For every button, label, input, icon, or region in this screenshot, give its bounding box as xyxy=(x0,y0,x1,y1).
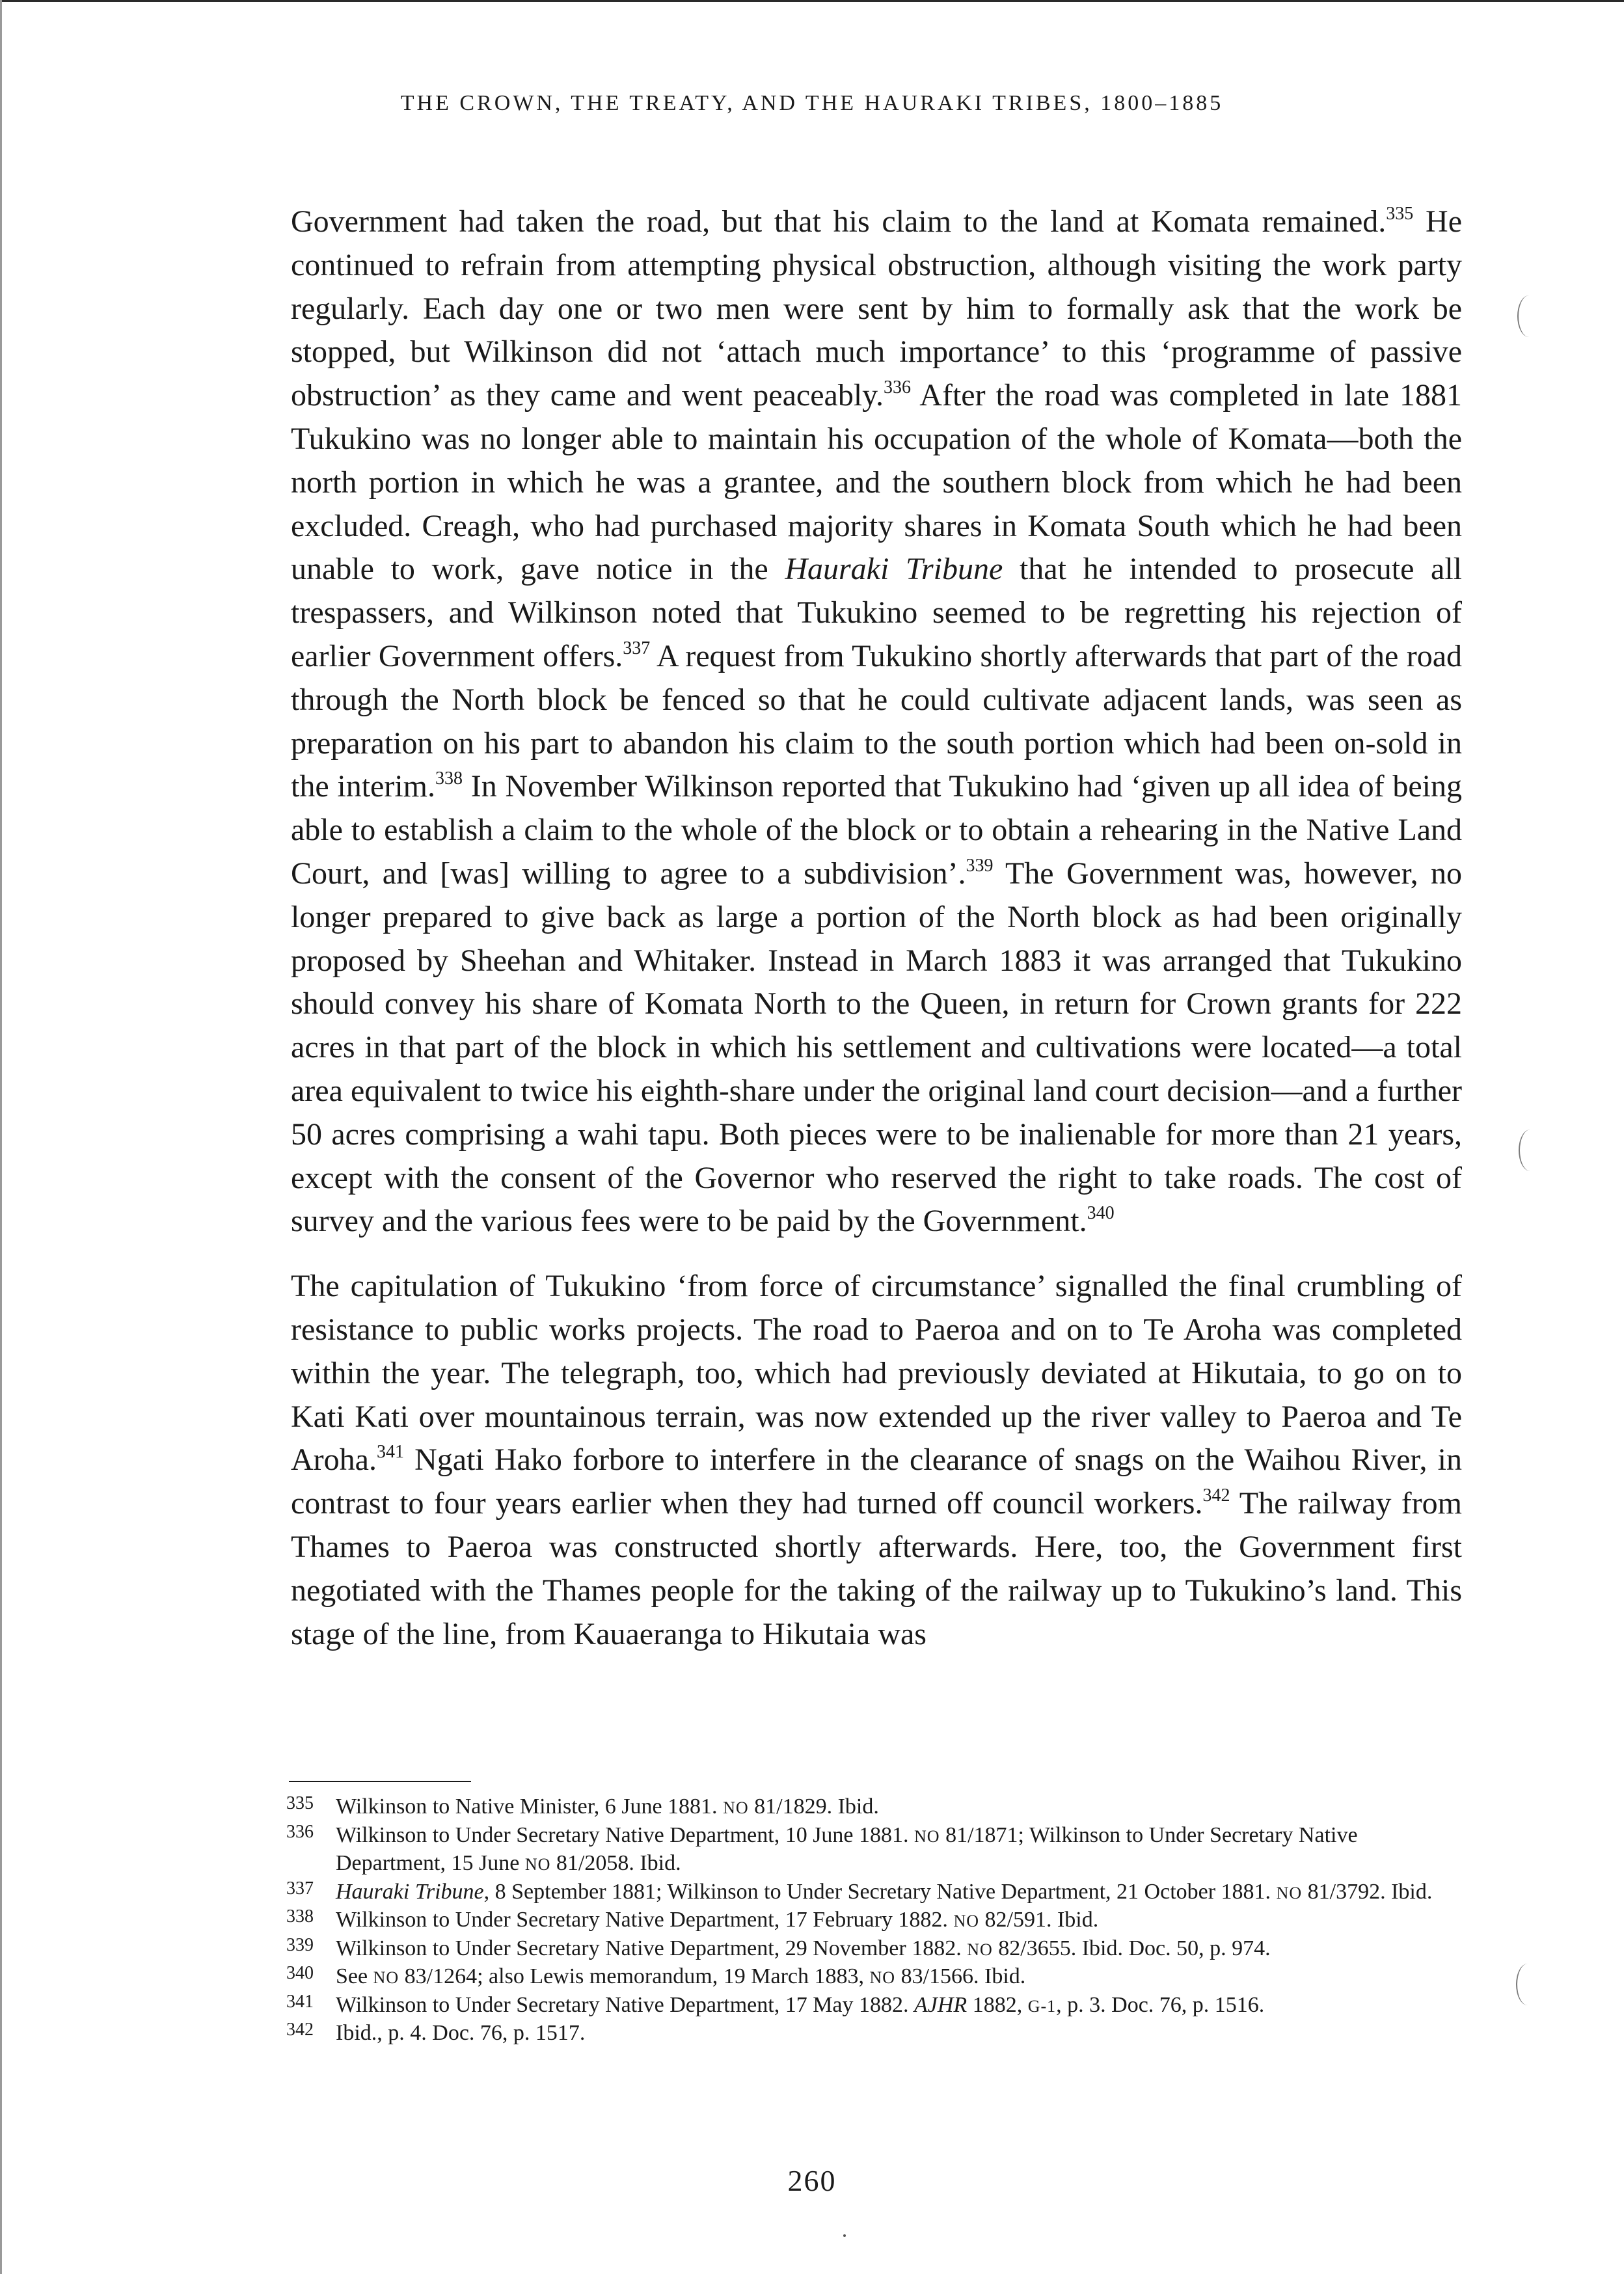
italic-text: AJHR xyxy=(914,1992,968,2017)
small-caps-text: NO xyxy=(953,1912,979,1930)
text-run: In November Wilkinson reported that Tukukino had ‘given up all idea of being able to establish a claim to the whole of the block or to obtain a rehearing in the Native Land Court, and [was] willing to agree to a subdivision’. xyxy=(291,769,1463,891)
footnote-reference: 336 xyxy=(884,377,912,398)
text-run: 82/591. Ibid. xyxy=(979,1908,1099,1932)
text-run: Wilkinson to Under Secretary Native Department, 17 February 1882. xyxy=(336,1908,954,1932)
footnote-reference: 341 xyxy=(376,1442,404,1463)
text-run: 1882, xyxy=(967,1992,1028,2017)
text-run: that he intended to prosecute all trespassers, and Wilkinson noted that Tukukino seemed to be regretting his rejection of earlier Government offers. xyxy=(291,552,1462,673)
small-caps-text: NO xyxy=(723,1798,749,1817)
paragraph xyxy=(291,1265,1462,1656)
footnote-reference: 338 xyxy=(435,768,463,789)
text-run: 81/3792. Ibid. xyxy=(1302,1879,1433,1904)
italic-text: Hauraki Tribune xyxy=(785,552,1003,587)
small-caps-text: G-1 xyxy=(1027,1996,1057,2016)
text-run: The railway from Thames to Paeroa was constructed shortly afterwards. Here, too, the Government first negotiated with the Thames people for the taking of the railway up to Tukukino’s land. This stage of the line, from Kauaeranga to Hikutaia was xyxy=(291,1486,1462,1651)
small-caps-text: NO xyxy=(869,1968,896,1987)
footnote xyxy=(286,1793,1464,1822)
footnote-reference: 342 xyxy=(1202,1485,1230,1506)
scan-speck xyxy=(843,2234,846,2237)
footnote-rule xyxy=(289,1781,471,1782)
footnote-reference: 340 xyxy=(1087,1203,1115,1224)
footnote xyxy=(286,2020,1464,2047)
footnote-number: 335 xyxy=(286,1793,314,1813)
text-run: The Government was, however, no longer prepared to give back as large a portion of the North block as had been originally proposed by Sheehan and Whitaker. Instead in March 1883 it was arranged that Tukukino should convey his share of Komata North to the Queen, in return for Crown grants for 222 acres in that part of the block in which his settlement and cultivations were located—a total area equivalent to twice his eighth-share under the original land court decision—and a further 50 acres comprising a wahi tapu. Both pieces were to be inalienable for more than 21 years, except with the consent of the Governor who reserved the right to take roads. The cost of survey and the various fees were to be paid by the Government. xyxy=(291,856,1462,1239)
running-head: THE CROWN, THE TREATY, AND THE HAURAKI TRIBES, 1800–1885 xyxy=(400,91,1224,115)
footnote xyxy=(286,1878,1464,1907)
text-run: Wilkinson to Under Secretary Native Department, 29 November 1882. xyxy=(336,1936,968,1960)
text-run: , 8 September 1881; Wilkinson to Under Secretary Native Department, 21 October 1881. xyxy=(483,1879,1277,1904)
footnote-number: 337 xyxy=(286,1878,314,1899)
text-run: See xyxy=(336,1964,373,1988)
text-run: Wilkinson to Under Secretary Native Department, 10 June 1881. xyxy=(336,1822,915,1847)
text-run: 83/1264; also Lewis memorandum, 19 March 1883, xyxy=(399,1964,870,1988)
margin-bracket-mark xyxy=(1517,295,1541,337)
body-text xyxy=(291,200,1462,1656)
footnote xyxy=(286,1822,1464,1878)
text-run: After the road was completed in late 1881 Tukukino was no longer able to maintain his occupation of the whole of Komata—both the north portion in which he was a grantee, and the southern block from which he had been excluded. Creagh, who had purchased majority shares in Komata South which he had been unable to work, gave notice in the xyxy=(291,378,1463,587)
scan-edge-top xyxy=(0,0,1624,2)
margin-bracket-mark xyxy=(1519,1130,1542,1171)
footnote xyxy=(286,1935,1464,1964)
small-caps-text: NO xyxy=(373,1968,399,1987)
page-number: 260 xyxy=(787,2164,837,2197)
text-run: He continued to refrain from attempting physical obstruction, although visiting the work party regularly. Each day one or two men were sent by him to formally ask that the work be stopped, but Wilkinson did not ‘attach much importance’ to this ‘programme of passive obstruction’ as they came and went peaceably. xyxy=(291,204,1463,413)
footnote-number: 338 xyxy=(286,1906,314,1927)
footnote-number: 340 xyxy=(286,1963,314,1983)
text-run: Ngati Hako forbore to interfere in the clearance of snags on the Waihou River, in contrast to four years earlier when they had turned off council workers. xyxy=(291,1442,1462,1521)
text-run: Ibid., p. 4. Doc. 76, p. 1517. xyxy=(336,2021,586,2045)
text-run: 81/1829. Ibid. xyxy=(748,1794,879,1819)
paragraph xyxy=(291,200,1462,1243)
footnote-reference: 337 xyxy=(623,638,651,658)
text-run: Wilkinson to Under Secretary Native Department, 17 May 1882. xyxy=(336,1992,915,2017)
text-run: 81/2058. Ibid. xyxy=(550,1851,681,1875)
text-run: , p. 3. Doc. 76, p. 1516. xyxy=(1056,1992,1265,2017)
footnote-number: 341 xyxy=(286,1991,314,2012)
footnotes xyxy=(286,1793,1464,2047)
text-run: A request from Tukukino shortly afterwards that part of the road through the North block be fenced so that he could cultivate adjacent lands, was seen as preparation on his part to abandon his claim to the south portion which had been on-sold in the interim. xyxy=(291,638,1463,804)
small-caps-text: NO xyxy=(967,1940,993,1959)
small-caps-text: NO xyxy=(914,1826,940,1846)
footnote-reference: 339 xyxy=(966,855,994,876)
footnote-number: 342 xyxy=(286,2020,314,2040)
footnote xyxy=(286,1963,1464,1992)
footnote-reference: 335 xyxy=(1386,204,1414,224)
italic-text: Hauraki Tribune xyxy=(336,1879,484,1904)
margin-bracket-mark xyxy=(1516,1964,1539,2005)
footnote-number: 336 xyxy=(286,1821,314,1842)
text-run: 81/1871; Wilkinson to Under Secretary Native Department, 15 June xyxy=(336,1822,1358,1875)
footnote xyxy=(286,1992,1464,2020)
text-run: Wilkinson to Native Minister, 6 June 1881. xyxy=(336,1794,724,1819)
small-caps-text: NO xyxy=(1276,1883,1303,1902)
scan-edge-left xyxy=(0,0,2,2274)
text-run: 83/1566. Ibid. xyxy=(895,1964,1026,1988)
text-run: The capitulation of Tukukino ‘from force of circumstance’ signalled the final crumbling of resistance to public works projects. The road to Paeroa and on to Te Aroha was completed within the year. The telegraph, too, which had previously deviated at Hikutaia, to go on to Kati Kati over mountainous terrain, was now extended up the river valley to Paeroa and Te Aroha. xyxy=(291,1269,1462,1478)
text-run: Government had taken the road, but that his claim to the land at Komata remained. xyxy=(291,204,1387,239)
footnote-number: 339 xyxy=(286,1934,314,1955)
small-caps-text: NO xyxy=(524,1855,551,1874)
footnote xyxy=(286,1906,1464,1935)
text-run: 82/3655. Ibid. Doc. 50, p. 974. xyxy=(992,1936,1271,1960)
